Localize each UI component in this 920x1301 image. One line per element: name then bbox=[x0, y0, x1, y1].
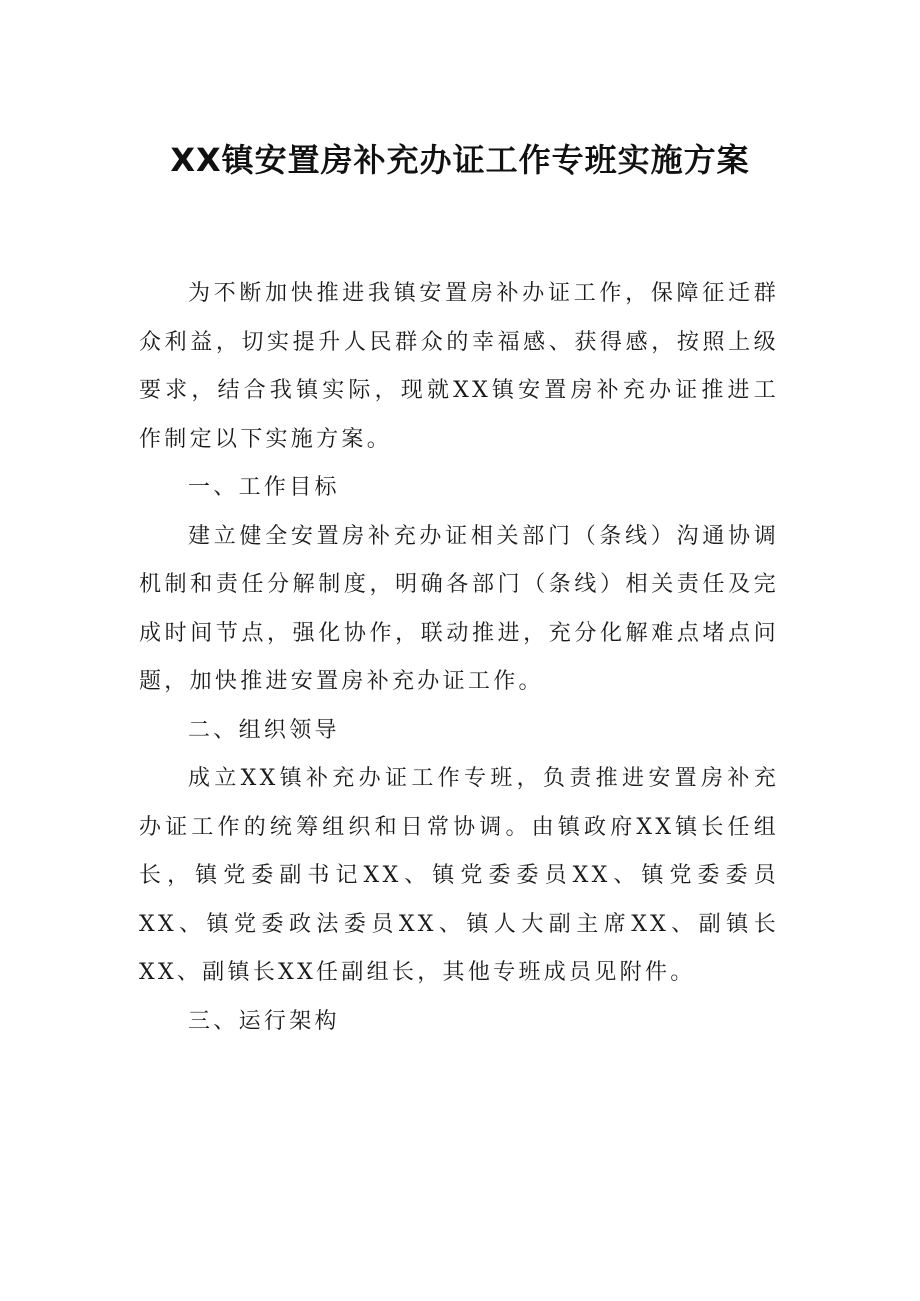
document-body bbox=[139, 270, 779, 1046]
section-heading-leadership: 二、组织领导 bbox=[188, 717, 340, 743]
paragraph-leadership: 成立XX镇补充办证工作专班，负责推进安置房补充办证工作的统筹组织和日常协调。由镇政府XX镇长任组长，镇党委副书记XX、镇党委委员XX、镇党委委员XX、镇党委政法委员XX、镇人大副主席XX、副镇长XX、副镇长XX任副组长，其他专班成员见附件。 bbox=[139, 766, 779, 985]
paragraph-intro: 为不断加快推进我镇安置房补办证工作，保障征迁群众利益，切实提升人民群众的幸福感、获得感，按照上级要求，结合我镇实际，现就XX镇安置房补充办证推进工作制定以下实施方案。 bbox=[139, 281, 779, 452]
document-title: XX镇安置房补充办证工作专班实施方案 bbox=[170, 141, 750, 179]
section-heading-goals: 一、工作目标 bbox=[188, 475, 340, 500]
section-heading-structure: 三、运行架构 bbox=[188, 1008, 340, 1034]
paragraph-goals: 建立健全安置房补充办证相关部门（条线）沟通协调机制和责任分解制度，明确各部门（条线）相关责任及完成时间节点，强化协作，联动推进，充分化解难点堵点问题，加快推进安置房补充办证工作。 bbox=[139, 523, 779, 694]
